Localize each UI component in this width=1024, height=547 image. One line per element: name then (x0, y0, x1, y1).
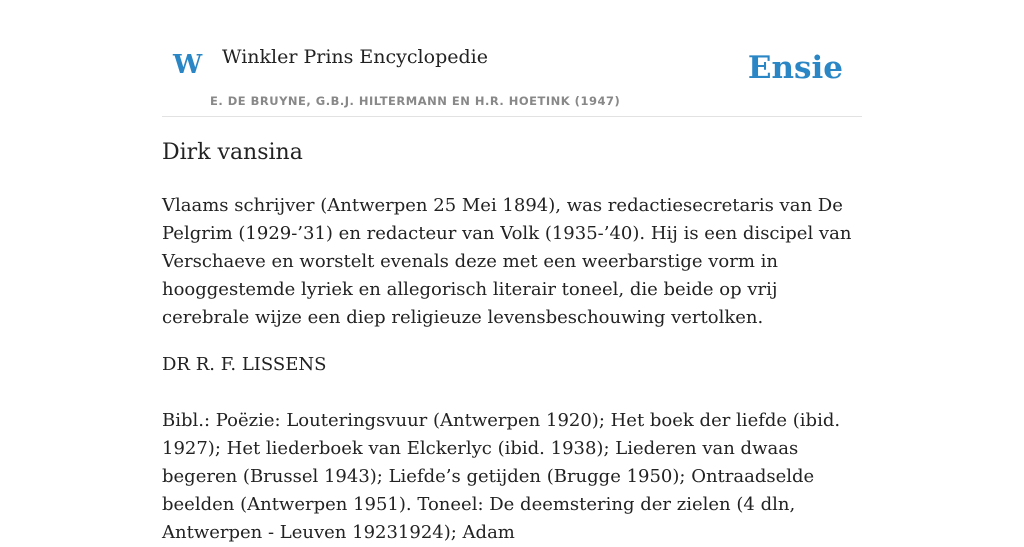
site-subtitle: E. DE BRUYNE, G.B.J. HILTERMANN EN H.R. HOETINK (1947) (210, 94, 621, 108)
article-title: Dirk vansina (162, 140, 303, 165)
article-paragraph: Vlaams schrijver (Antwerpen 25 Mei 1894), was redactiesecretaris van De Pelgrim (1929-’31) en redacteur van Volk (1935-’40). Hij is een discipel van Verschaeve en worstelt evenals deze met een weerbarstige vorm in hooggestemde lyriek en allegorisch literair toneel, die beide op vrij cerebrale wijze een diep religieuze levensbeschouwing vertolken. (162, 195, 852, 328)
ensie-logo-link[interactable]: Ensie (747, 50, 843, 86)
article-bibliography: Bibl.: Poëzie: Louteringsvuur (Antwerpen 1920); Het boek der liefde (ibid. 1927); Het liederboek van Elckerlyc (ibid. 1938); Liederen van dwaas begeren (Brussel 1943); Liefde’s getijden (Brugge 1950); Ontraadselde beelden (Antwerpen 1951). Toneel: De deemstering der zielen (4 dln, Antwerpen - Leuven 19231924); Adam (162, 410, 841, 543)
site-title: Winkler Prins Encyclopedie (222, 46, 488, 68)
page (162, 0, 862, 543)
site-header (162, 0, 862, 117)
logo-w-link[interactable]: W (173, 50, 203, 80)
article-author: DR R. F. LISSENS (162, 354, 327, 375)
